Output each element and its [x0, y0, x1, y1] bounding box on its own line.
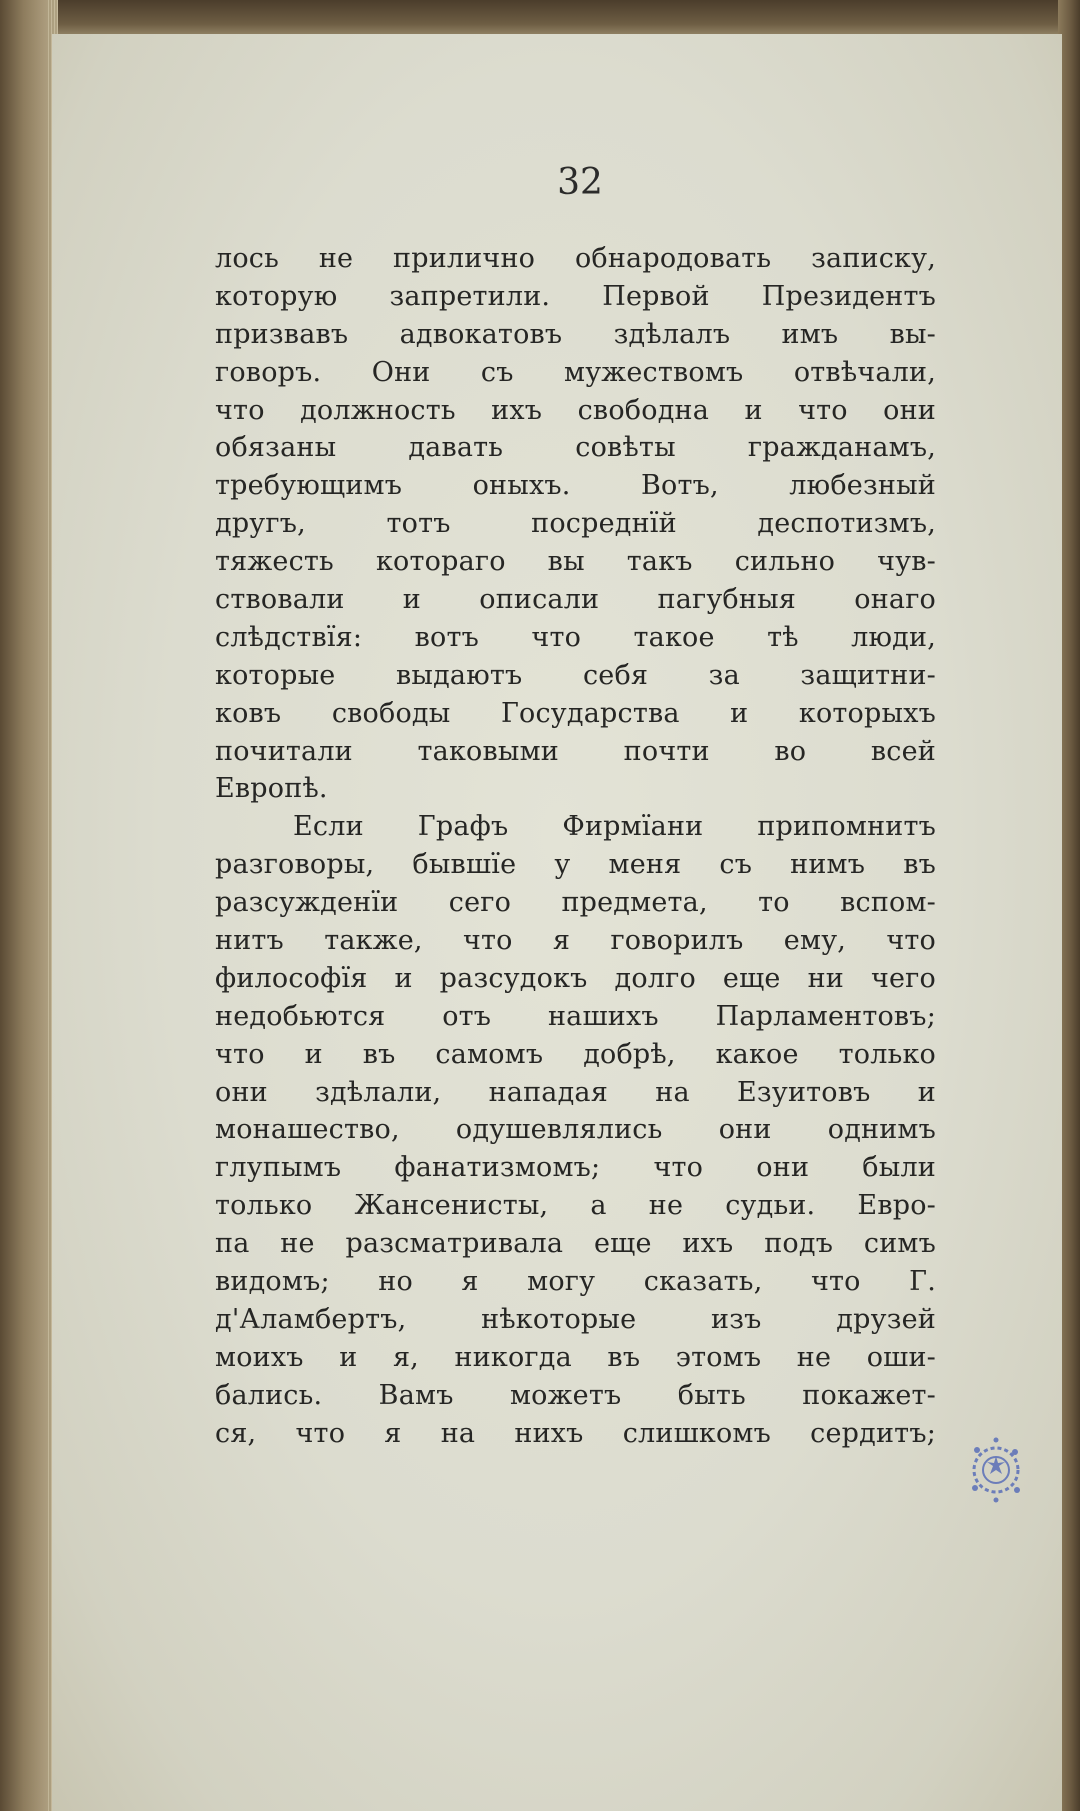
text-line: разговоры, бывшїе у меня съ нимъ въ [215, 849, 936, 881]
text-line: нитъ также, что я говорилъ ему, что [215, 925, 936, 957]
text-line: только Жансенисты, а не судьи. Евро- [215, 1190, 936, 1222]
text-line: па не разсматривала еще ихъ подъ симъ [215, 1228, 936, 1260]
page-number: 32 [557, 162, 603, 203]
text-line: глупымъ фанатизмомъ; что они были [215, 1152, 936, 1184]
text-line: недобьются отъ нашихъ Парламентовъ; [215, 1000, 936, 1032]
text-line: лось не прилично обнародовать записку, [215, 243, 936, 274]
text-line: видомъ; но я могу сказать, что Г. [215, 1266, 936, 1298]
text-line: что должность ихъ свободна и что они [215, 394, 936, 426]
book-spine-edge [0, 0, 58, 1811]
text-line: тяжесть котораго вы такъ сильно чув- [215, 546, 936, 578]
text-line: ковъ свободы Государства и которыхъ [215, 697, 936, 729]
text-line: требующимъ оныхъ. Вотъ, любезный [215, 470, 936, 502]
text-line: другъ, тотъ посреднїй деспотизмъ, [215, 508, 936, 540]
text-line: почитали таковыми почти во всей [215, 735, 936, 767]
library-stamp-icon [963, 1430, 1029, 1510]
text-line: философїя и разсудокъ долго еще ни чего [215, 962, 936, 994]
text-line: разсужденїи сего предмета, то вспом- [215, 887, 936, 919]
text-line: обязаны давать совѣты гражданамъ, [215, 432, 936, 464]
text-line: Если Графъ Фирмїани припомнитъ [293, 811, 936, 843]
text-line: они здѣлали, нападая на Езуитовъ и [215, 1076, 936, 1108]
text-line: монашество, одушевлялись они однимъ [215, 1114, 936, 1146]
text-line: ствовали и описали пагубныя онаго [215, 584, 936, 616]
text-line: д'Аламбертъ, нѣкоторые изъ друзей [215, 1303, 936, 1335]
text-line: ся, что я на нихъ слишкомъ сердитъ; [215, 1417, 936, 1449]
text-line: моихъ и я, никогда въ этомъ не оши- [215, 1341, 936, 1373]
text-line: слѣдствїя: вотъ что такое тѣ люди, [215, 621, 936, 653]
text-line: бались. Вамъ можетъ быть покажет- [215, 1379, 936, 1411]
text-line: что и въ самомъ добрѣ, какое только [215, 1038, 936, 1070]
text-line: которую запретили. Первой Президентъ [215, 280, 936, 312]
text-line: Европѣ. [215, 773, 328, 805]
text-line: говоръ. Они съ мужествомъ отвѣчали, [215, 356, 936, 388]
text-line: которые выдаютъ себя за защитни- [215, 659, 936, 691]
text-line: призвавъ адвокатовъ здѣлалъ имъ вы- [215, 318, 936, 350]
body-text [215, 240, 936, 1453]
book-top-edge [0, 0, 1080, 34]
